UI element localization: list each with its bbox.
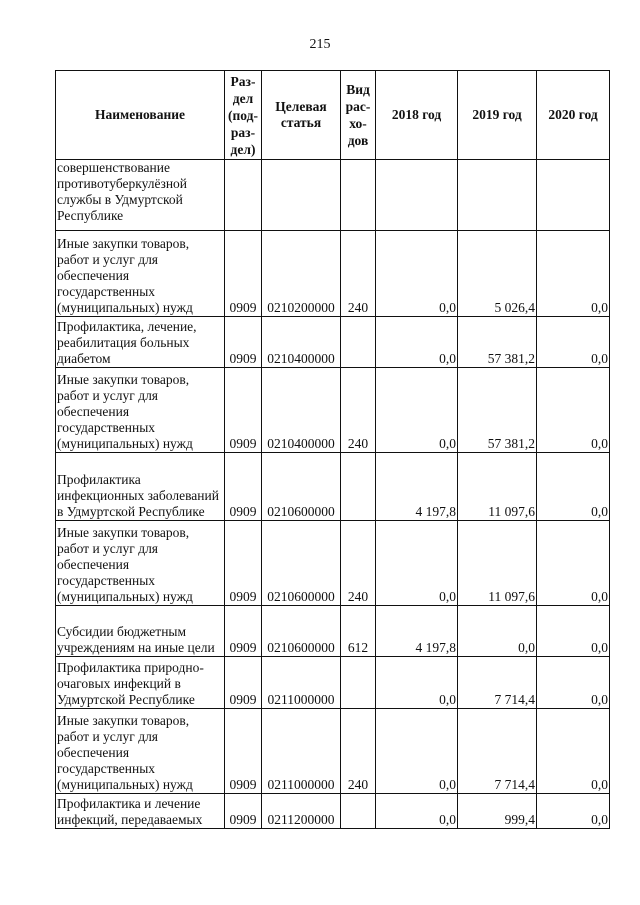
table-row	[56, 709, 610, 794]
cell-section: 0909	[225, 709, 262, 794]
cell-2020: 0,0	[537, 453, 610, 521]
cell-section: 0909	[225, 521, 262, 606]
cell-section: 0909	[225, 368, 262, 453]
cell-name: Иные закупки товаров, работ и услуг для обеспечения государственных (муниципальных) нужд	[56, 231, 225, 317]
cell-2020: 0,0	[537, 368, 610, 453]
header-name: Наименование	[56, 71, 225, 160]
cell-2018: 0,0	[376, 521, 458, 606]
table-row	[56, 606, 610, 657]
cell-2020: 0,0	[537, 317, 610, 368]
table-row	[56, 521, 610, 606]
cell-name: Субсидии бюджетным учреждениям на иные цели	[56, 606, 225, 657]
cell-kind	[341, 794, 376, 829]
cell-target	[262, 160, 341, 231]
cell-2020: 0,0	[537, 657, 610, 709]
cell-2019: 0,0	[458, 606, 537, 657]
page-number: 215	[309, 37, 331, 52]
header-target: Целевая статья	[262, 71, 341, 160]
cell-name: Иные закупки товаров, работ и услуг для обеспечения государственных (муниципальных) нужд	[56, 521, 225, 606]
cell-2019: 999,4	[458, 794, 537, 829]
header-kind: Вид рас- хо- дов	[341, 71, 376, 160]
cell-2019: 7 714,4	[458, 657, 537, 709]
cell-kind	[341, 657, 376, 709]
cell-section: 0909	[225, 317, 262, 368]
cell-2018: 0,0	[376, 368, 458, 453]
cell-target: 0210400000	[262, 368, 341, 453]
table-row	[56, 160, 610, 231]
cell-2020	[537, 160, 610, 231]
cell-kind: 612	[341, 606, 376, 657]
cell-target: 0210200000	[262, 231, 341, 317]
cell-2020: 0,0	[537, 606, 610, 657]
table-row	[56, 231, 610, 317]
cell-section: 0909	[225, 231, 262, 317]
cell-target: 0210600000	[262, 521, 341, 606]
cell-2019: 57 381,2	[458, 368, 537, 453]
table-row	[56, 453, 610, 521]
cell-target: 0210600000	[262, 453, 341, 521]
cell-2019: 7 714,4	[458, 709, 537, 794]
cell-name: Профилактика природно-очаговых инфекций в Удмуртской Республике	[56, 657, 225, 709]
cell-2019: 11 097,6	[458, 521, 537, 606]
cell-2019: 57 381,2	[458, 317, 537, 368]
cell-target: 0211200000	[262, 794, 341, 829]
cell-2020: 0,0	[537, 521, 610, 606]
cell-kind: 240	[341, 709, 376, 794]
cell-section	[225, 160, 262, 231]
cell-kind	[341, 160, 376, 231]
header-2018: 2018 год	[376, 71, 458, 160]
cell-target: 0210600000	[262, 606, 341, 657]
header-2019: 2019 год	[458, 71, 537, 160]
cell-2020: 0,0	[537, 709, 610, 794]
cell-kind: 240	[341, 368, 376, 453]
header-section: Раз- дел (под- раз- дел)	[225, 71, 262, 160]
cell-2018: 4 197,8	[376, 453, 458, 521]
cell-2018: 0,0	[376, 794, 458, 829]
cell-target: 0210400000	[262, 317, 341, 368]
cell-2018: 0,0	[376, 657, 458, 709]
cell-section: 0909	[225, 453, 262, 521]
cell-kind	[341, 317, 376, 368]
cell-section: 0909	[225, 794, 262, 829]
cell-section: 0909	[225, 606, 262, 657]
cell-name: Профилактика инфекционных заболеваний в Удмуртской Республике	[56, 453, 225, 521]
cell-2018	[376, 160, 458, 231]
budget-table	[55, 70, 610, 829]
cell-target: 0211000000	[262, 709, 341, 794]
cell-2018: 0,0	[376, 231, 458, 317]
cell-kind: 240	[341, 521, 376, 606]
cell-2018: 0,0	[376, 317, 458, 368]
cell-2019: 5 026,4	[458, 231, 537, 317]
cell-name: Иные закупки товаров, работ и услуг для обеспечения государственных (муниципальных) нужд	[56, 368, 225, 453]
cell-kind: 240	[341, 231, 376, 317]
header-2020: 2020 год	[537, 71, 610, 160]
cell-name: Иные закупки товаров, работ и услуг для обеспечения государственных (муниципальных) нужд	[56, 709, 225, 794]
cell-2019: 11 097,6	[458, 453, 537, 521]
cell-2019	[458, 160, 537, 231]
cell-target: 0211000000	[262, 657, 341, 709]
table-row	[56, 794, 610, 829]
cell-name: Профилактика, лечение, реабилитация больных диабетом	[56, 317, 225, 368]
cell-2018: 4 197,8	[376, 606, 458, 657]
table-row	[56, 657, 610, 709]
cell-section: 0909	[225, 657, 262, 709]
cell-name: совершенствование противотуберкулёзной службы в Удмуртской Республике	[56, 160, 225, 231]
table-header-row	[56, 71, 610, 160]
cell-2018: 0,0	[376, 709, 458, 794]
table-row	[56, 317, 610, 368]
table-row	[56, 368, 610, 453]
cell-2020: 0,0	[537, 231, 610, 317]
cell-2020: 0,0	[537, 794, 610, 829]
cell-name: Профилактика и лечение инфекций, передаваемых	[56, 794, 225, 829]
cell-kind	[341, 453, 376, 521]
